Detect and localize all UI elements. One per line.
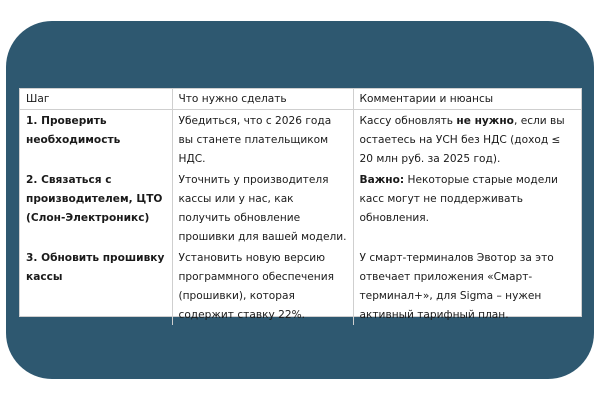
step-cell: 3. Обновить прошивку кассы	[26, 252, 165, 283]
comment-emphasis: не нужно	[456, 115, 514, 127]
header-comment: Комментарии и нюансы	[353, 89, 581, 110]
action-cell: Установить новую версию программного обеспечения (прошивки), которая содержит ставку 22%.	[172, 247, 353, 325]
step-cell: 2. Связаться с производителем, ЦТО (Слон-Электроникс)	[26, 174, 163, 224]
comment-text: , если вы остаетесь на УСН без НДС (доход ≤ 20 млн руб. за 2025 год).	[359, 115, 565, 165]
table-row	[20, 247, 581, 325]
table-row	[20, 169, 581, 247]
comment-text: У смарт-терминалов Эвотор за это отвечает приложения «Смарт-терминал+», для Sigma – нужен активный тарифный план.	[359, 252, 554, 321]
tax-steps-table	[19, 88, 582, 321]
step-cell: 1. Проверить необходимость	[26, 115, 121, 146]
table-header-row	[20, 89, 581, 110]
action-cell: Убедиться, что с 2026 года вы станете плательщиком НДС.	[172, 110, 353, 170]
action-cell: Уточнить у производителя кассы или у нас, как получить обновление прошивки для вашей модели.	[172, 169, 353, 247]
comment-cell	[353, 169, 581, 247]
comment-text: Кассу обновлять	[359, 115, 457, 127]
comment-cell	[353, 110, 581, 170]
header-step: Шаг	[20, 89, 172, 110]
header-action: Что нужно сделать	[172, 89, 353, 110]
comment-text: Некоторые старые модели касс могут не поддерживать обновления.	[359, 174, 558, 224]
comment-emphasis: Важно:	[359, 174, 405, 186]
comment-cell	[353, 247, 581, 325]
table-row	[20, 110, 581, 170]
